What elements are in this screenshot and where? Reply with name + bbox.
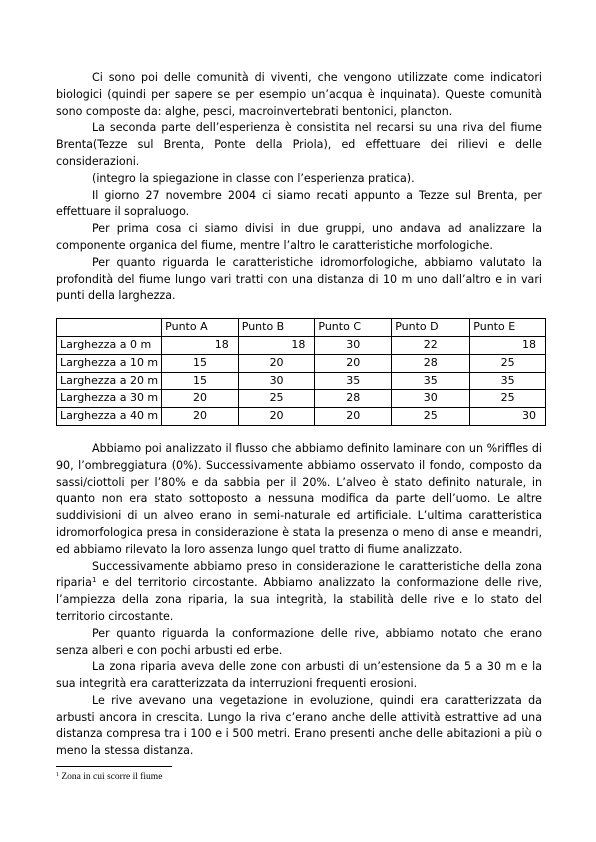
paragraph: La seconda parte dell’esperienza è consistita nel recarsi su una riva del fiume Brenta(Tezze sul Brenta, Ponte della Priola), ed effettuare dei rilievi e delle considerazioni. <box>56 121 542 168</box>
table-cell: 20 <box>162 390 239 408</box>
measurement-table <box>56 318 546 426</box>
table-cell: 20 <box>238 408 315 426</box>
table-cell: 30 <box>238 372 315 390</box>
document-body <box>56 70 542 760</box>
table-cell: 20 <box>315 354 392 372</box>
table-cell: 25 <box>470 354 546 372</box>
table-cell: 35 <box>315 372 392 390</box>
table-cell: 20 <box>162 408 239 426</box>
table-cell: 25 <box>470 390 546 408</box>
table-cell: 28 <box>392 354 470 372</box>
paragraph: Per prima cosa ci siamo divisi in due gruppi, uno andava ad analizzare la componente organica del fiume, mentre l’altro le caratteristiche morfologiche. <box>56 222 542 252</box>
footnote-number: 1 <box>56 772 59 778</box>
table-cell: 18 <box>470 336 546 354</box>
footnote-text: Zona in cui scorre il fiume <box>59 772 163 782</box>
table-cell: 22 <box>392 336 470 354</box>
table-cell: 30 <box>315 336 392 354</box>
paragraph: Per quanto riguarda le caratteristiche idromorfologiche, abbiamo valutato la profondità del fiume lungo vari tratti con una distanza di 10 m uno dall’altro e in vari punti della larghezza. <box>56 255 542 303</box>
table-cell: 15 <box>162 354 239 372</box>
table-cell: 30 <box>392 390 470 408</box>
footnote-reference[interactable]: 1 <box>91 576 97 585</box>
table-cell: 25 <box>392 408 470 426</box>
table-cell: 20 <box>238 354 315 372</box>
table-row <box>57 354 546 372</box>
table-cell: 35 <box>392 372 470 390</box>
table-header-row <box>57 319 546 337</box>
paragraph-text: Successivamente abbiamo preso in considerazione le caratteristiche della zona riparia <box>56 559 542 590</box>
paragraph: Per quanto riguarda la conformazione delle rive, abbiamo notato che erano senza alberi e con pochi arbusti ed erbe. <box>56 626 542 657</box>
table-cell: 28 <box>315 390 392 408</box>
table-corner-cell <box>57 319 162 337</box>
column-header: Punto E <box>470 319 546 337</box>
table-cell: 20 <box>315 408 392 426</box>
footnote-divider <box>56 766 172 767</box>
table-cell: 18 <box>238 336 315 354</box>
column-header: Punto B <box>238 319 315 337</box>
table-row <box>57 336 546 354</box>
table-cell: 15 <box>162 372 239 390</box>
table-cell: 30 <box>470 408 546 426</box>
table-cell: 35 <box>470 372 546 390</box>
table-cell: 18 <box>162 336 239 354</box>
table-row <box>57 372 546 390</box>
paragraph-text: e del territorio circostante. Abbiamo analizzato la conformazione delle rive, l’ampiezza della zona riparia, la sua integrità, la stabilità delle rive e lo stato del territorio circostante. <box>56 576 542 623</box>
paragraph: Il giorno 27 novembre 2004 ci siamo recati appunto a Tezze sul Brenta, per effettuare il sopraluogo. <box>56 188 542 219</box>
table-row <box>57 390 546 408</box>
paragraph: Ci sono poi delle comunità di viventi, che vengono utilizzate come indicatori biologici (quindi per sapere se per esempio un’acqua è inquinata). Queste comunità sono composte da: alghe, pesci, macroinvertebrati bentonici, plancton. <box>56 71 542 118</box>
row-label: Larghezza a 40 m <box>57 408 162 426</box>
row-label: Larghezza a 20 m <box>57 372 162 390</box>
paragraph: (integro la spiegazione in classe con l’esperienza pratica). <box>92 171 415 185</box>
row-label: Larghezza a 30 m <box>57 390 162 408</box>
paragraph <box>56 559 542 626</box>
table-row <box>57 408 546 426</box>
column-header: Punto C <box>315 319 392 337</box>
table-cell: 25 <box>238 390 315 408</box>
paragraph: Le rive avevano una vegetazione in evoluzione, quindi era caratterizzata da arbusti ancora in crescita. Lungo la riva c’erano anche delle attività estrattive ad una distanza compresa tra i 100 e i 500 metri. Erano presenti anche delle abitazioni a più o meno la stessa distanza. <box>56 693 542 758</box>
row-label: Larghezza a 0 m <box>57 336 162 354</box>
column-header: Punto D <box>392 319 470 337</box>
paragraph: La zona riparia aveva delle zone con arbusti di un’estensione da 5 a 30 m e la sua integrità era caratterizzata da interruzioni frequenti erosioni. <box>56 660 542 691</box>
column-header: Punto A <box>162 319 239 337</box>
paragraph: Abbiamo poi analizzato il flusso che abbiamo definito laminare con un %riffles di 90, l’ombreggiatura (0%). Successivamente abbiamo osservato il fondo, composto da sassi/ciottoli per l’80% e da sabbia per il 20%. L’alveo è stato definito naturale, in quanto non era stato sottoposto a nessuna modifica da parte dell’uomo. Le altre suddivisioni di un alveo erano in semi-naturale ed artificiale. L’ultima caratteristica idromorfologica presa in considerazione è stata la presenza o meno di anse e meandri, ed abbiamo rilevato la loro assenza lungo quel tratto di fiume analizzato. <box>56 441 542 556</box>
row-label: Larghezza a 10 m <box>57 354 162 372</box>
footnote <box>56 772 162 782</box>
